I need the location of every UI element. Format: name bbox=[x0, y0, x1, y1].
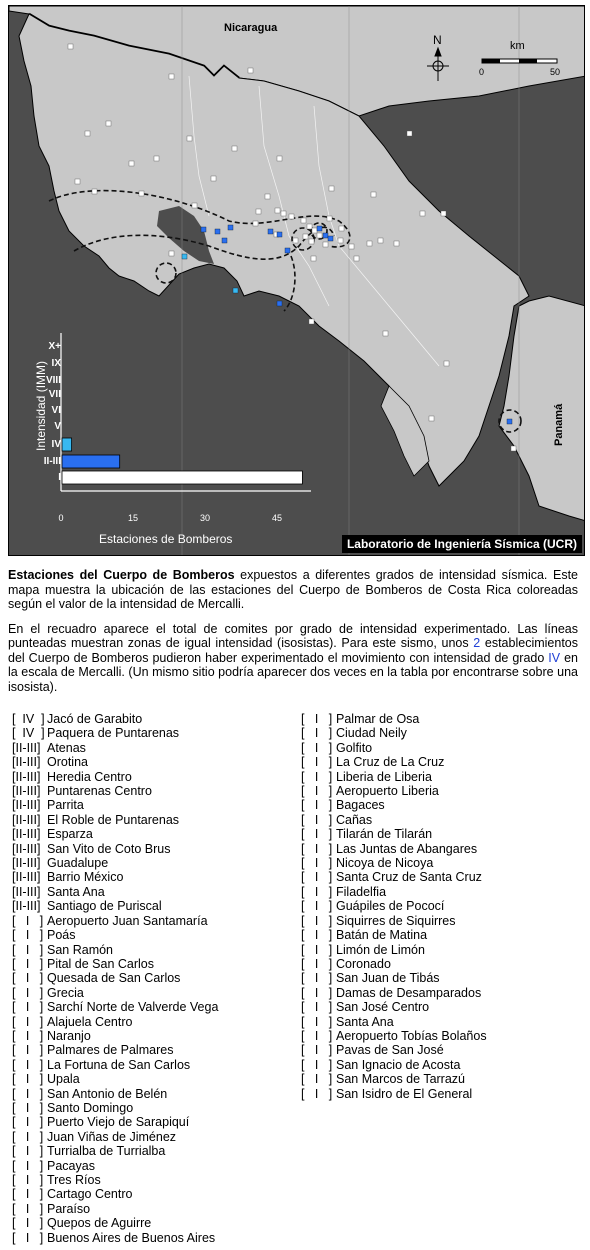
station-name: Filadelfia bbox=[336, 884, 387, 899]
station-name: Barrio México bbox=[47, 870, 124, 885]
station-name: La Cruz de La Cruz bbox=[336, 755, 445, 770]
station-row bbox=[12, 842, 218, 856]
station-row bbox=[12, 1231, 218, 1245]
station-grade: [ I ] bbox=[12, 1173, 44, 1187]
station-row bbox=[301, 798, 487, 812]
station-row bbox=[301, 971, 487, 985]
station-row bbox=[12, 1159, 218, 1173]
station-grade: [ I ] bbox=[301, 1014, 333, 1029]
station-row bbox=[12, 784, 218, 798]
station-grade: [ I ] bbox=[301, 726, 333, 741]
station-row bbox=[12, 798, 218, 812]
station-row bbox=[12, 755, 218, 769]
station-grade: [ I ] bbox=[12, 1187, 44, 1202]
station-grade: [ I ] bbox=[12, 1216, 44, 1231]
station-name: Batán de Matina bbox=[336, 928, 428, 943]
station-row bbox=[12, 1043, 218, 1057]
station-name: Puntarenas Centro bbox=[47, 784, 152, 799]
station-grade: [ I ] bbox=[301, 971, 333, 986]
station-row bbox=[12, 885, 218, 899]
station-grade: [II-III] bbox=[12, 870, 41, 885]
station-grade: [ I ] bbox=[301, 841, 333, 856]
station-name: Cartago Centro bbox=[47, 1187, 133, 1202]
station-name: Damas de Desamparados bbox=[336, 985, 482, 1000]
station-grade: [ I ] bbox=[301, 798, 333, 813]
station-row bbox=[301, 928, 487, 942]
station-grade: [ I ] bbox=[12, 956, 44, 971]
station-row bbox=[301, 986, 487, 1000]
station-grade: [ I ] bbox=[12, 913, 44, 928]
tick-label-y: IV bbox=[51, 439, 61, 450]
tick-label-x: 45 bbox=[271, 513, 283, 523]
station-row bbox=[301, 755, 487, 769]
station-grade: [ I ] bbox=[12, 1100, 44, 1115]
station-grade: [ I ] bbox=[301, 985, 333, 1000]
station-name: San Isidro de El General bbox=[336, 1086, 473, 1101]
station-row bbox=[12, 1202, 218, 1216]
station-grade: [ I ] bbox=[301, 740, 333, 755]
station-name: Guadalupe bbox=[47, 856, 109, 871]
station-grade: [ I ] bbox=[301, 1000, 333, 1015]
station-grade: [II-III] bbox=[12, 769, 41, 784]
station-row bbox=[301, 726, 487, 740]
tick-label-y: II-III bbox=[43, 456, 61, 467]
station-row bbox=[301, 856, 487, 870]
station-name: Tilarán de Tilarán bbox=[336, 827, 433, 842]
station-name: Guápiles de Pococí bbox=[336, 899, 445, 914]
station-grade: [ I ] bbox=[12, 1086, 44, 1101]
station-row bbox=[12, 1000, 218, 1014]
station-grade: [ I ] bbox=[12, 1014, 44, 1029]
station-row bbox=[301, 957, 487, 971]
station-row bbox=[301, 1087, 487, 1101]
station-name: El Roble de Puntarenas bbox=[47, 812, 180, 827]
station-name: Quepos de Aguirre bbox=[47, 1216, 152, 1231]
station-name: Paraíso bbox=[47, 1201, 91, 1216]
station-grade: [ I ] bbox=[12, 985, 44, 1000]
station-grade: [ I ] bbox=[301, 913, 333, 928]
station-grade: [ I ] bbox=[12, 1158, 44, 1173]
station-grade: [ I ] bbox=[301, 827, 333, 842]
station-grade: [II-III] bbox=[12, 755, 41, 770]
station-name: Las Juntas de Abangares bbox=[336, 841, 478, 856]
station-row bbox=[301, 899, 487, 913]
station-grade: [II-III] bbox=[12, 899, 41, 914]
station-grade: [ I ] bbox=[12, 942, 44, 957]
station-grade: [ I ] bbox=[12, 1144, 44, 1159]
station-name: Bagaces bbox=[336, 798, 385, 813]
station-grade: [ I ] bbox=[301, 942, 333, 957]
station-name: Pital de San Carlos bbox=[47, 956, 155, 971]
station-name: Santo Domingo bbox=[47, 1100, 134, 1115]
station-name: Pacayas bbox=[47, 1158, 95, 1173]
caption bbox=[8, 568, 578, 704]
station-row bbox=[12, 943, 218, 957]
station-grade: [II-III] bbox=[12, 812, 41, 827]
station-row bbox=[301, 885, 487, 899]
tick-label-y: V bbox=[54, 421, 61, 432]
station-grade: [ I ] bbox=[301, 1028, 333, 1043]
station-grade: [ I ] bbox=[301, 899, 333, 914]
station-list-right bbox=[301, 712, 487, 1101]
bar-II-III bbox=[62, 455, 120, 468]
station-row bbox=[12, 986, 218, 1000]
station-row bbox=[301, 914, 487, 928]
station-row bbox=[301, 1000, 487, 1014]
station-row bbox=[301, 1015, 487, 1029]
tick-label-y: IX bbox=[51, 358, 61, 369]
station-grade: [ I ] bbox=[301, 1072, 333, 1087]
label-nicaragua: Nicaragua bbox=[224, 22, 278, 34]
caption-p2-b: establecimientos del Cuerpo de Bomberos pudieron haber experimentado el movimiento con intensidad de grado bbox=[8, 636, 578, 665]
station-grade: [II-III] bbox=[12, 884, 41, 899]
station-name: San Juan de Tibás bbox=[336, 971, 440, 986]
tick-label-y: I bbox=[58, 472, 61, 483]
station-name: Juan Viñas de Jiménez bbox=[47, 1129, 177, 1144]
station-name: Buenos Aires de Buenos Aires bbox=[47, 1230, 216, 1245]
station-grade: [ IV ] bbox=[12, 726, 45, 741]
station-name: Palmar de Osa bbox=[336, 712, 420, 726]
station-row bbox=[12, 741, 218, 755]
station-row bbox=[301, 1029, 487, 1043]
station-grade: [ I ] bbox=[301, 856, 333, 871]
station-name: Aeropuerto Liberia bbox=[336, 784, 439, 799]
tick-label-x: 30 bbox=[199, 513, 211, 523]
caption-paragraph-2 bbox=[8, 622, 578, 695]
station-name: Nicoya de Nicoya bbox=[336, 856, 434, 871]
station-grade: [ I ] bbox=[12, 1072, 44, 1087]
x-axis-title: Estaciones de Bomberos bbox=[99, 532, 233, 546]
station-row bbox=[301, 741, 487, 755]
station-row bbox=[301, 770, 487, 784]
station-grade: [ I ] bbox=[12, 1057, 44, 1072]
station-row bbox=[12, 1187, 218, 1201]
station-row bbox=[12, 1216, 218, 1230]
lab-credit: Laboratorio de Ingeniería Sísmica (UCR) bbox=[342, 535, 582, 553]
station-name: San José Centro bbox=[336, 1000, 430, 1015]
station-name: Sarchí Norte de Valverde Vega bbox=[47, 1000, 219, 1015]
station-grade: [ I ] bbox=[12, 971, 44, 986]
station-name: San Marcos de Tarrazú bbox=[336, 1072, 465, 1087]
station-name: Liberia de Liberia bbox=[336, 769, 432, 784]
station-row bbox=[301, 712, 487, 726]
bar-I bbox=[62, 471, 302, 484]
scale-bar bbox=[482, 59, 557, 63]
scale-end: 50 bbox=[550, 67, 561, 77]
station-grade: [II-III] bbox=[12, 740, 41, 755]
station-name: Santa Ana bbox=[336, 1014, 394, 1029]
north-arrow-label: N bbox=[433, 33, 442, 47]
station-grade: [II-III] bbox=[12, 856, 41, 871]
station-name: Naranjo bbox=[47, 1028, 91, 1043]
station-list-left bbox=[12, 712, 218, 1245]
station-row bbox=[301, 943, 487, 957]
station-row bbox=[12, 870, 218, 884]
station-name: San Ignacio de Acosta bbox=[336, 1057, 461, 1072]
station-grade: [ I ] bbox=[301, 870, 333, 885]
station-row bbox=[12, 1072, 218, 1086]
station-name: Palmares de Palmares bbox=[47, 1043, 174, 1058]
station-grade: [II-III] bbox=[12, 798, 41, 813]
station-name: Poás bbox=[47, 928, 76, 943]
scale-start: 0 bbox=[479, 67, 485, 77]
station-name: Santa Cruz de Santa Cruz bbox=[336, 870, 482, 885]
caption-station-count: 2 bbox=[473, 636, 481, 650]
station-row bbox=[12, 726, 218, 740]
station-grade: [ I ] bbox=[301, 1057, 333, 1072]
station-grade: [ I ] bbox=[12, 1043, 44, 1058]
station-name: Orotina bbox=[47, 755, 88, 770]
station-name: Santiago de Puriscal bbox=[47, 899, 162, 914]
station-grade: [II-III] bbox=[12, 827, 41, 842]
station-row bbox=[12, 1173, 218, 1187]
station-row bbox=[12, 770, 218, 784]
station-row bbox=[301, 1043, 487, 1057]
station-name: Aeropuerto Juan Santamaría bbox=[47, 913, 208, 928]
station-row bbox=[12, 899, 218, 913]
station-name: Jacó de Garabito bbox=[47, 712, 143, 726]
station-grade: [ I ] bbox=[301, 884, 333, 899]
station-grade: [II-III] bbox=[12, 784, 41, 799]
station-name: La Fortuna de San Carlos bbox=[47, 1057, 191, 1072]
station-grade: [ I ] bbox=[301, 769, 333, 784]
station-row bbox=[301, 813, 487, 827]
station-name: Turrialba de Turrialba bbox=[47, 1144, 166, 1159]
caption-title: Estaciones del Cuerpo de Bomberos bbox=[8, 568, 235, 582]
station-row bbox=[12, 957, 218, 971]
station-row bbox=[12, 1101, 218, 1115]
station-grade: [ I ] bbox=[301, 1086, 333, 1101]
station-name: Siquirres de Siquirres bbox=[336, 913, 456, 928]
caption-p1-text: expuestos a diferentes grados de intensidad sísmica. Este mapa muestra la ubicación de las estaciones del Cuerpo de Bomberos de Costa Rica coloreadas según el valor de la intensidad de Mercalli. bbox=[8, 568, 578, 611]
station-grade: [ I ] bbox=[301, 712, 333, 726]
caption-paragraph-1 bbox=[8, 568, 578, 612]
tick-label-y: X+ bbox=[48, 341, 61, 352]
station-row bbox=[301, 1072, 487, 1086]
station-grade: [ I ] bbox=[301, 928, 333, 943]
station-name: Puerto Viejo de Sarapiquí bbox=[47, 1115, 190, 1130]
station-name: Coronado bbox=[336, 956, 391, 971]
station-grade: [ I ] bbox=[301, 784, 333, 799]
station-name: Tres Ríos bbox=[47, 1173, 101, 1187]
map-panel bbox=[8, 5, 585, 556]
station-row bbox=[12, 1015, 218, 1029]
station-name: San Ramón bbox=[47, 942, 114, 957]
station-row bbox=[301, 784, 487, 798]
station-name: Parrita bbox=[47, 798, 84, 813]
station-name: Paquera de Puntarenas bbox=[47, 726, 180, 741]
station-name: Aeropuerto Tobías Bolaños bbox=[336, 1028, 487, 1043]
station-row bbox=[12, 1029, 218, 1043]
station-grade: [ I ] bbox=[301, 956, 333, 971]
station-grade: [ I ] bbox=[12, 1115, 44, 1130]
station-grade: [ IV ] bbox=[12, 712, 45, 726]
station-row bbox=[12, 971, 218, 985]
station-row bbox=[12, 1130, 218, 1144]
station-name: Santa Ana bbox=[47, 884, 105, 899]
scale-unit: km bbox=[510, 40, 525, 52]
station-grade: [ I ] bbox=[12, 928, 44, 943]
label-panama: Panamá bbox=[553, 403, 565, 446]
station-name: Cañas bbox=[336, 812, 373, 827]
tick-label-x: 15 bbox=[127, 513, 139, 523]
station-grade: [ I ] bbox=[12, 1201, 44, 1216]
station-grade: [ I ] bbox=[12, 1028, 44, 1043]
station-row bbox=[12, 827, 218, 841]
station-name: Atenas bbox=[47, 740, 86, 755]
station-grade: [ I ] bbox=[12, 1000, 44, 1015]
station-row bbox=[12, 813, 218, 827]
tick-label-y: VII bbox=[48, 389, 61, 400]
station-name: Heredia Centro bbox=[47, 769, 132, 784]
station-row bbox=[12, 1058, 218, 1072]
station-row bbox=[301, 870, 487, 884]
station-name: San Antonio de Belén bbox=[47, 1086, 168, 1101]
station-grade: [ I ] bbox=[301, 1043, 333, 1058]
station-name: Golfito bbox=[336, 740, 373, 755]
station-grade: [II-III] bbox=[12, 841, 41, 856]
tick-label-x: 0 bbox=[58, 513, 64, 523]
station-name: Pavas de San José bbox=[336, 1043, 444, 1058]
station-name: Grecia bbox=[47, 985, 84, 1000]
station-row bbox=[12, 1087, 218, 1101]
bar-IV bbox=[62, 438, 72, 451]
station-row bbox=[12, 914, 218, 928]
station-name: Quesada de San Carlos bbox=[47, 971, 181, 986]
station-row bbox=[12, 712, 218, 726]
station-name: Alajuela Centro bbox=[47, 1014, 133, 1029]
station-row bbox=[301, 1058, 487, 1072]
tick-label-y: VIII bbox=[45, 375, 61, 386]
caption-p2-a: En el recuadro aparece el total de comites por grado de intensidad experimentado. Las líneas punteadas muestran zonas de igual intensidad (isosistas). Para este sismo, unos bbox=[8, 621, 578, 650]
station-name: Upala bbox=[47, 1072, 80, 1087]
station-grade: [ I ] bbox=[301, 755, 333, 770]
tick-label-y: VI bbox=[51, 405, 61, 416]
station-row bbox=[12, 928, 218, 942]
station-row bbox=[12, 1115, 218, 1129]
station-name: Esparza bbox=[47, 827, 93, 842]
station-row bbox=[301, 842, 487, 856]
caption-p2-c: en la escala de Mercalli. (Un mismo sitio podría aparecer dos veces en la tabla por encontrarse sobre una isosista). bbox=[8, 650, 578, 694]
station-name: San Vito de Coto Brus bbox=[47, 841, 171, 856]
station-grade: [ I ] bbox=[12, 1129, 44, 1144]
y-axis-title: Intensidad (IMM) bbox=[34, 360, 48, 452]
station-grade: [ I ] bbox=[12, 1230, 44, 1245]
station-grade: [ I ] bbox=[301, 812, 333, 827]
station-name: Ciudad Neily bbox=[336, 726, 407, 741]
station-row bbox=[12, 856, 218, 870]
caption-grade: IV bbox=[548, 650, 561, 665]
station-row bbox=[301, 827, 487, 841]
station-name: Limón de Limón bbox=[336, 942, 425, 957]
map-svg bbox=[9, 6, 585, 556]
station-row bbox=[12, 1144, 218, 1158]
